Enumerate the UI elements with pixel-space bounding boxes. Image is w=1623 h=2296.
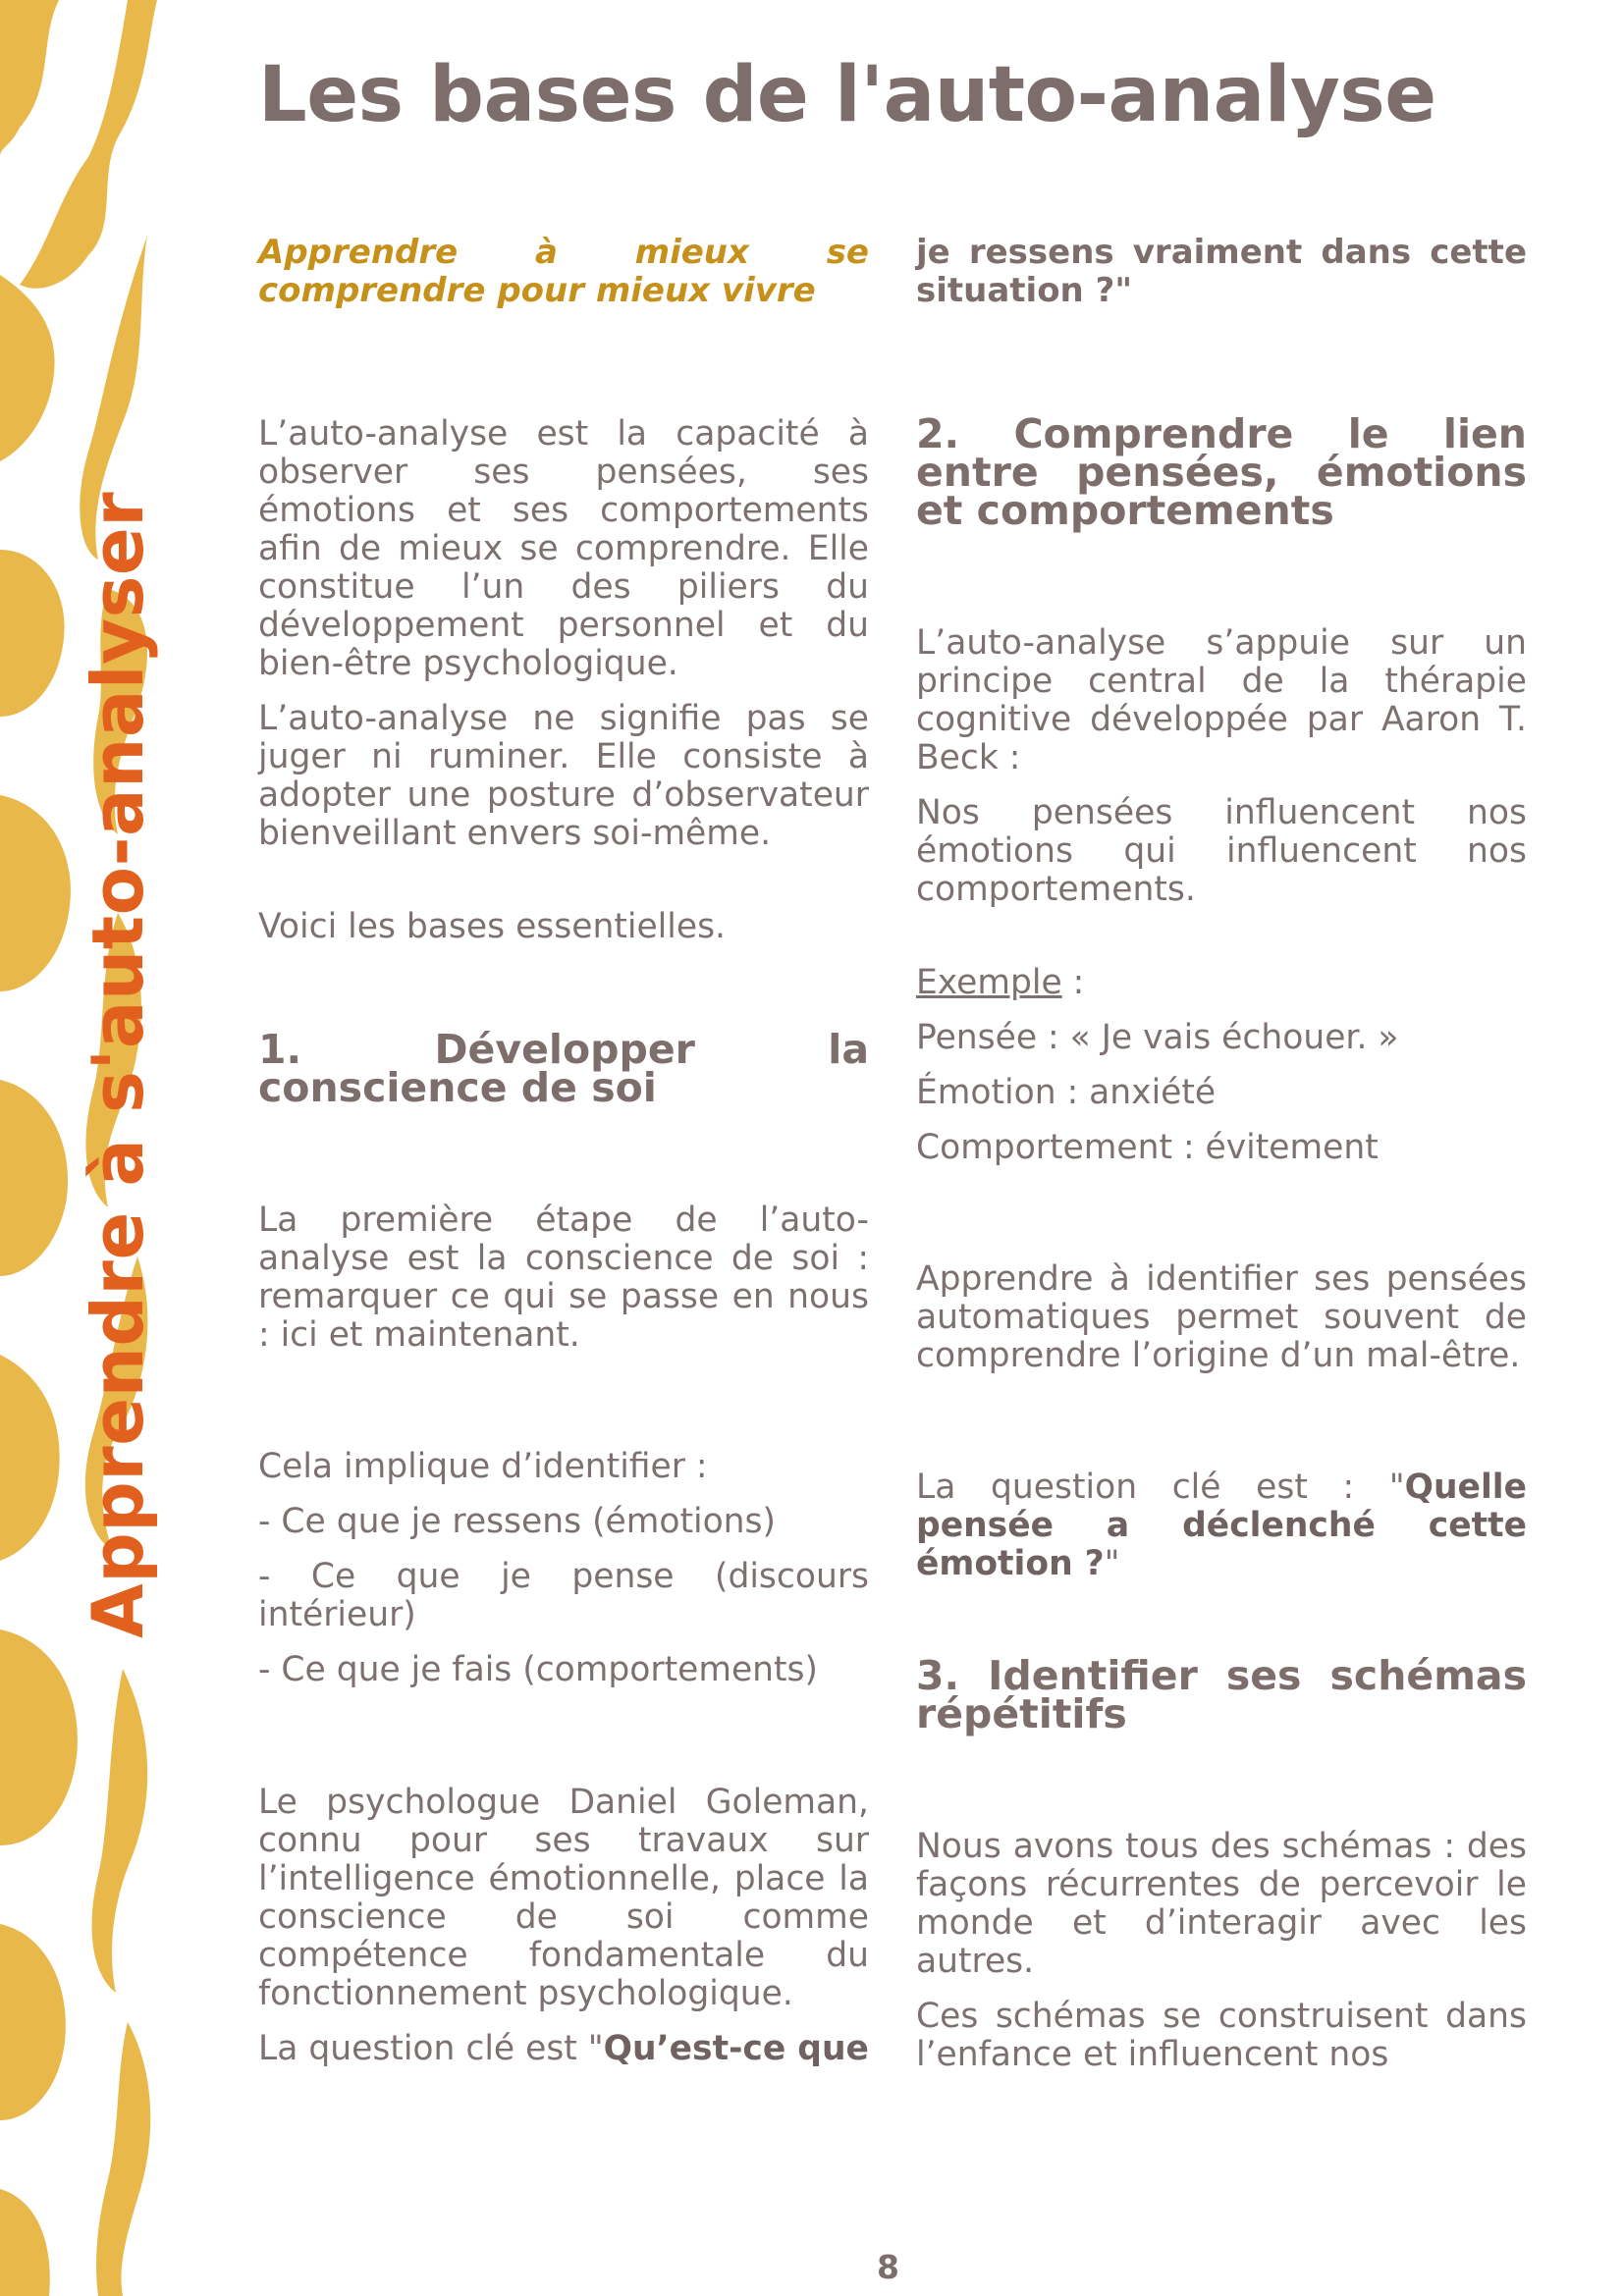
list-item-thoughts: - Ce que je pense (discours intérieur) [258, 1557, 869, 1634]
example-label-text: Exemple [916, 963, 1062, 1002]
example-behavior: Comportement : évitement [916, 1128, 1379, 1167]
example-emotion: Émotion : anxiété [916, 1073, 1217, 1112]
schemas-childhood-text: Ces schémas se construisent dans l’enfance et influencent nos [916, 1997, 1527, 2074]
example-label [916, 964, 1527, 1002]
key-question-1-continued: je ressens vraiment dans cette situation ?" [916, 233, 1527, 310]
key-question-2 [916, 1468, 1527, 1583]
intro-paragraph: L’auto-analyse est la capacité à observer ses pensées, ses émotions et ses comportements afin de mieux se comprendre. Elle constitue l’un des piliers du développement personnel et du bien-être psychologique. [258, 414, 869, 683]
thought-chain-text: Nos pensées influencent nos émotions qui influencent nos comportements. [916, 793, 1527, 909]
identify-intro-text: Cela implique d’identifier : [258, 1447, 708, 1486]
example-label-colon: : [1061, 963, 1085, 1002]
side-title: Apprendre à s'auto-analyser [77, 491, 159, 1638]
section-heading-1: 1. Développer la conscience de soi [258, 1026, 869, 1111]
key-question-1-bold: Qu’est-ce que [603, 2029, 869, 2068]
automatic-thoughts-paragraph: Apprendre à identifier ses pensées automatiques permet souvent de comprendre l’origine d’un mal-être. [916, 1259, 1527, 1375]
beck-paragraph: L’auto-analyse s’appuie sur un principe central de la thérapie cognitive développée par Aaron T. Beck : [916, 623, 1527, 777]
definition-paragraph: L’auto-analyse ne signifie pas se juger ni ruminer. Elle consiste à adopter une posture d’observateur bienveillant envers soi-même. [258, 699, 869, 853]
section-heading-3: 3. Identifier ses schémas répétitifs [916, 1652, 1527, 1737]
schemas-paragraph: Nous avons tous des schémas : des façons récurrentes de percevoir le monde et d’interagir avec les autres. [916, 1827, 1527, 1981]
key-question-2-prefix: La question clé est : " [916, 1468, 1405, 1507]
key-question-2-bold: Quelle pensée a déclenché cette émotion ? [916, 1468, 1527, 1583]
self-awareness-paragraph: La première étape de l’auto-analyse est la conscience de soi : remarquer ce qui se passe en nous : ici et maintenant. [258, 1201, 869, 1355]
example-thought: Pensée : « Je vais échouer. » [916, 1018, 1399, 1057]
page-number: 8 [877, 2248, 899, 2286]
section-heading-2: 2. Comprendre le lien entre pensées, émotions et comportements [916, 410, 1527, 534]
key-question-1-prefix: La question clé est " [258, 2029, 604, 2068]
left-column [258, 234, 869, 2068]
list-item-emotions: - Ce que je ressens (émotions) [258, 1502, 776, 1541]
subtitle: Apprendre à mieux se comprendre pour mieux vivre [258, 233, 869, 310]
page-title: Les bases de l'auto-analyse [258, 51, 1436, 139]
key-question-2-suffix: " [1104, 1544, 1120, 1583]
goleman-paragraph: Le psychologue Daniel Goleman, connu pour ses travaux sur l’intelligence émotionnelle, place la conscience de soi comme compétence fondamentale du fonctionnement psychologique. [258, 1783, 869, 2013]
key-question-1 [258, 2030, 869, 2068]
list-item-behaviors: - Ce que je fais (comportements) [258, 1650, 818, 1689]
right-column [916, 234, 1527, 2074]
intro-closing-text: Voici les bases essentielles. [258, 907, 727, 946]
